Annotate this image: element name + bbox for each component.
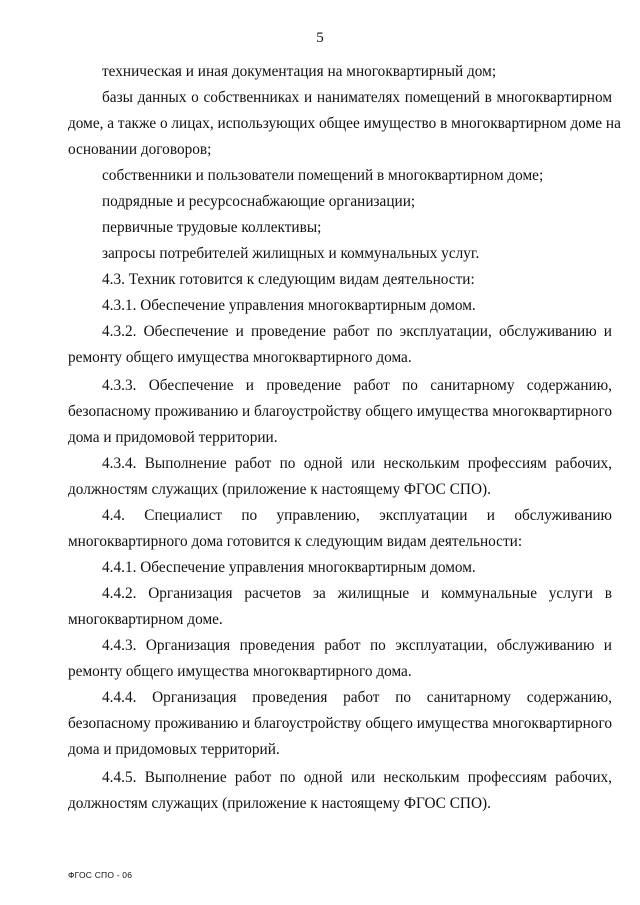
text-line: 4.4.1. Обеспечение управления многоквартирным домом. <box>102 559 476 576</box>
text-line: 4.4.2. Организация расчетов за жилищные и коммунальные услуги в <box>102 585 612 602</box>
text-line: основании договоров; <box>68 141 212 158</box>
text-line: подрядные и ресурсоснабжающие организации; <box>102 193 416 210</box>
text-line: многоквартирном доме. <box>68 611 223 628</box>
text-line: 4.4.3. Организация проведения работ по эксплуатации, обслуживанию и <box>102 637 612 654</box>
text-line: 4.4. Специалист по управлению, эксплуатации и обслуживанию <box>102 507 612 524</box>
text-line: 4.3.2. Обеспечение и проведение работ по эксплуатации, обслуживанию и <box>102 323 612 340</box>
page-number: 5 <box>316 30 324 46</box>
text-line: безопасному проживанию и благоустройству общего имущества многоквартирного <box>68 403 612 420</box>
text-line: ремонту общего имущества многоквартирного дома. <box>68 349 412 366</box>
text-line: ремонту общего имущества многоквартирного дома. <box>68 663 412 680</box>
text-line: безопасному проживанию и благоустройству общего имущества многоквартирного <box>68 715 612 732</box>
text-line: должностям служащих (приложение к настоящему ФГОС СПО). <box>68 795 491 812</box>
text-line: 4.3.4. Выполнение работ по одной или нескольким профессиям рабочих, <box>102 455 612 472</box>
text-line: дома и придомовой территории. <box>68 429 278 446</box>
text-line: многоквартирного дома готовится к следующим видам деятельности: <box>68 533 523 550</box>
text-line: техническая и иная документация на многоквартирный дом; <box>102 63 497 80</box>
text-line: 4.3. Техник готовится к следующим видам деятельности: <box>102 271 475 288</box>
text-line: базы данных о собственниках и нанимателях помещений в многоквартирном <box>102 89 612 106</box>
text-line: доме, а также о лицах, использующих общее имущество в многоквартирном доме на <box>68 115 621 132</box>
text-line: должностям служащих (приложение к настоящему ФГОС СПО). <box>68 481 491 498</box>
text-line: дома и придомовых территорий. <box>68 741 280 758</box>
text-line: собственники и пользователи помещений в многоквартирном доме; <box>102 167 544 184</box>
document-footer: ФГОС СПО - 06 <box>68 870 133 880</box>
text-line: запросы потребителей жилищных и коммунальных услуг. <box>102 245 480 262</box>
text-line: 4.3.3. Обеспечение и проведение работ по санитарному содержанию, <box>102 377 612 394</box>
text-line: 4.4.5. Выполнение работ по одной или нескольким профессиям рабочих, <box>102 769 612 786</box>
text-line: первичные трудовые коллективы; <box>102 219 322 236</box>
text-line: 4.4.4. Организация проведения работ по санитарному содержанию, <box>102 689 612 706</box>
text-line: 4.3.1. Обеспечение управления многоквартирным домом. <box>102 297 476 314</box>
